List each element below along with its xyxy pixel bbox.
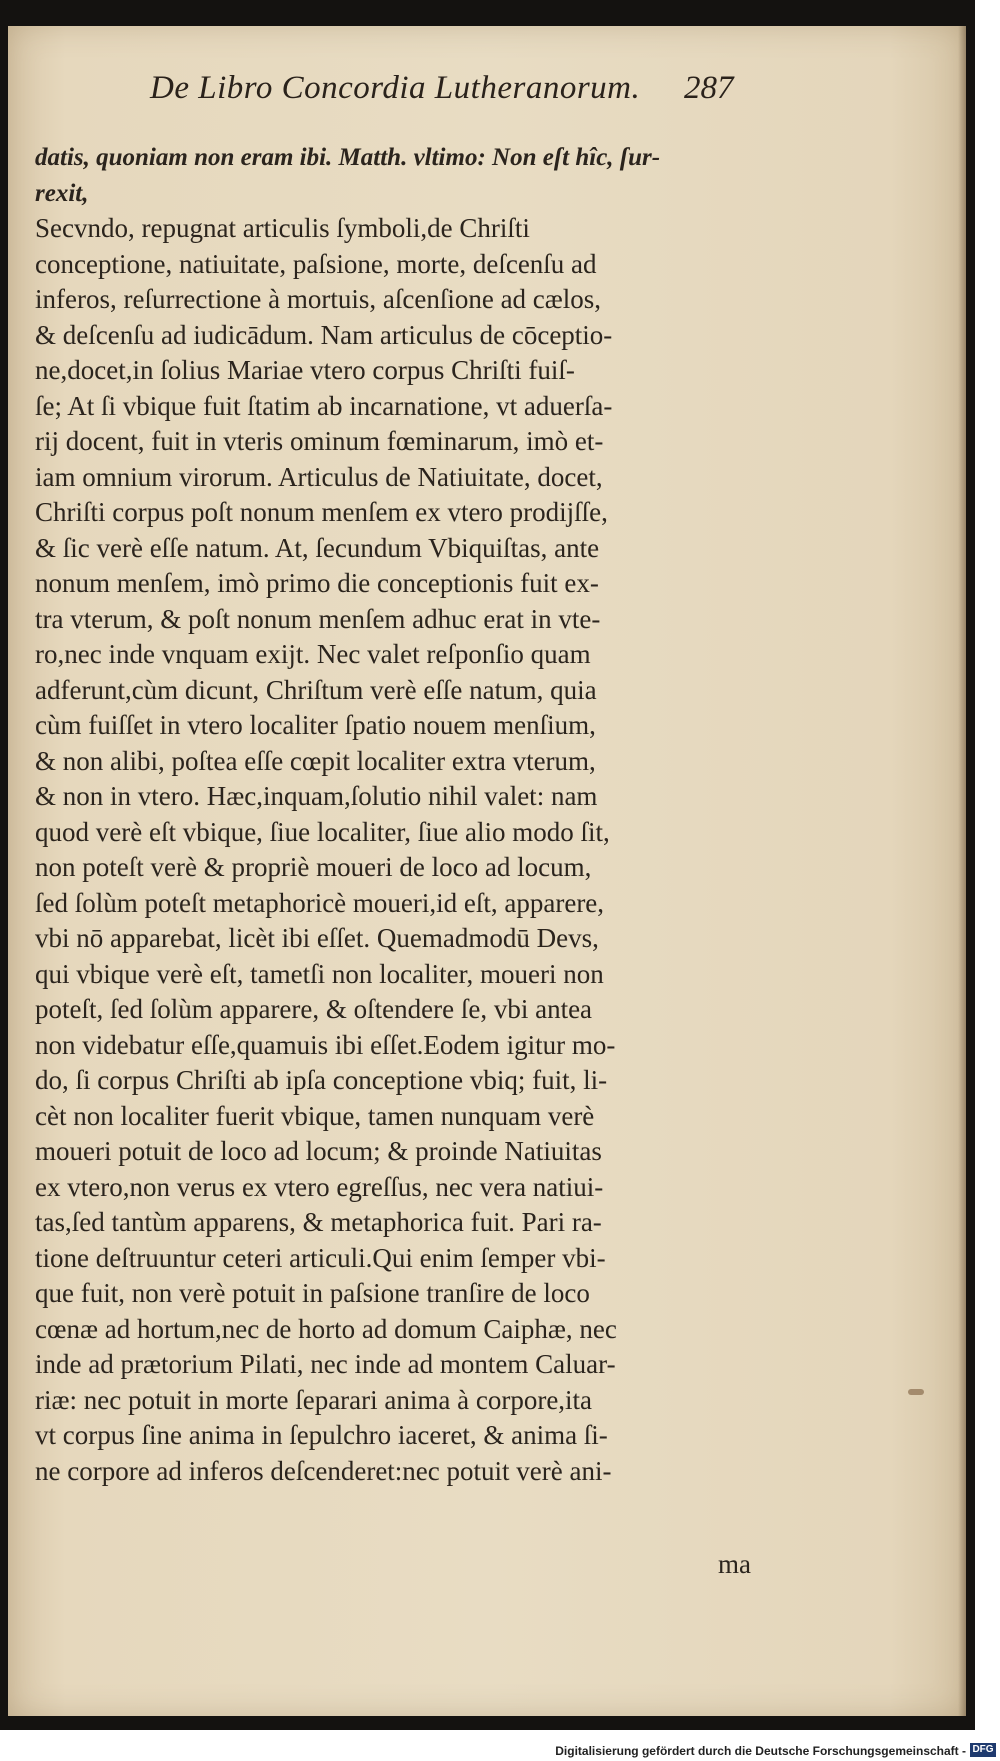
text-line: moueri potuit de loco ad locum; & proinde Natiuitas — [35, 1136, 602, 1166]
text-line: & non alibi, poſtea eſſe cœpit localiter extra vterum, — [35, 745, 596, 776]
text-line: iam omnium virorum. Articulus de Natiuitate, docet, — [35, 461, 603, 492]
text-line: nonum menſem, imò primo die conceptionis fuit ex- — [35, 568, 599, 598]
page-number: 287 — [684, 70, 734, 106]
text-line: que fuit, non verè potuit in paſsione tranſire de loco — [35, 1278, 590, 1308]
text-line: rij docent, fuit in vteris ominum fœminarum, imò et- — [35, 426, 604, 456]
text-line: Secvndo, repugnat articulis ſymboli,de Chriſti — [35, 213, 530, 243]
text-line: tas,ſed tantùm apparens, & metaphorica fuit. Pari ra- — [35, 1207, 602, 1237]
catchword: ma — [718, 1549, 751, 1579]
text-line: Chriſti corpus poſt nonum menſem ex vtero prodijſſe, — [35, 497, 608, 527]
running-head: De Libro Concordia Lutheranorum. — [150, 70, 641, 106]
text-line: vt corpus ſine anima in ſepulchro iaceret, & anima ſi- — [35, 1420, 608, 1450]
text-line: & non in vtero. Hæc,inquam,ſolutio nihil valet: nam — [35, 781, 598, 811]
text-line: ro,nec inde vnquam exijt. Nec valet reſponſio quam — [35, 639, 591, 669]
text-line: riæ: nec potuit in morte ſeparari anima à corpore,ita — [35, 1384, 593, 1415]
text-line: qui vbique verè eſt, tametſi non localiter, moueri non — [35, 958, 604, 989]
text-line: ſed ſolùm poteſt metaphoricè moueri,id eſt, apparere, — [35, 887, 605, 918]
text-line: datis, quoniam non eram ibi. Matth. vltimo: Non eſt hîc, ſur- — [35, 144, 661, 171]
text-line: ne corpore ad inferos deſcenderet:nec potuit verè ani- — [35, 1455, 612, 1486]
text-line: inferos, reſurrectione à mortuis, aſcenſione ad cælos, — [35, 284, 602, 314]
book-page — [8, 26, 966, 1716]
text-line: & deſcenſu ad iudicādum. Nam articulus de cōceptio- — [35, 319, 613, 350]
digitization-credit: Digitalisierung gefördert durch die Deutsche Forschungsgemeinschaft - — [555, 1744, 966, 1758]
text-line: ne,docet,in ſolius Mariae vtero corpus Chriſti fuiſ- — [35, 355, 575, 385]
text-line: & ſic verè eſſe natum. At, ſecundum Vbiquiſtas, ante — [35, 532, 600, 563]
text-line: cœnæ ad hortum,nec de horto ad domum Caiphæ, nec — [35, 1313, 617, 1344]
text-line: do, ſi corpus Chriſti ab ipſa conceptione vbiq; fuit, li- — [35, 1065, 608, 1095]
page-edge-shadow — [958, 26, 966, 1716]
text-line: conceptione, natiuitate, paſsione, morte, deſcenſu ad — [35, 248, 597, 279]
dfg-logo: DFG — [970, 1743, 996, 1757]
text-line: vbi nō apparebat, licèt ibi eſſet. Quemadmodū Devs, — [35, 923, 599, 953]
text-line: tione deſtruuntur ceteri articuli.Qui enim ſemper vbi- — [35, 1242, 606, 1273]
text-line: rexit, — [35, 179, 89, 207]
body-text — [35, 140, 763, 1489]
paper-stain — [908, 1389, 924, 1395]
text-line: tra vterum, & poſt nonum menſem adhuc erat in vte- — [35, 603, 601, 634]
text-line: quod verè eſt vbique, ſiue localiter, ſiue alio modo ſit, — [35, 816, 610, 847]
text-line: poteſt, ſed ſolùm apparere, & oſtendere ſe, vbi antea — [35, 994, 593, 1024]
text-line: cèt non localiter fuerit vbique, tamen nunquam verè — [35, 1100, 595, 1131]
text-line: adferunt,cùm dicunt, Chriſtum verè eſſe natum, quia — [35, 674, 597, 705]
text-line: cùm fuiſſet in vtero localiter ſpatio nouem menſium, — [35, 710, 596, 740]
text-line: non poteſt verè & propriè moueri de loco ad locum, — [35, 852, 592, 882]
text-line: inde ad prætorium Pilati, nec inde ad montem Caluar- — [35, 1349, 616, 1379]
text-line: ex vtero,non verus ex vtero egreſſus, nec vera natiui- — [35, 1171, 604, 1202]
text-line: ſe; At ſi vbique fuit ſtatim ab incarnatione, vt aduerſa- — [35, 390, 613, 421]
text-line: non videbatur eſſe,quamuis ibi eſſet.Eodem igitur mo- — [35, 1029, 616, 1060]
